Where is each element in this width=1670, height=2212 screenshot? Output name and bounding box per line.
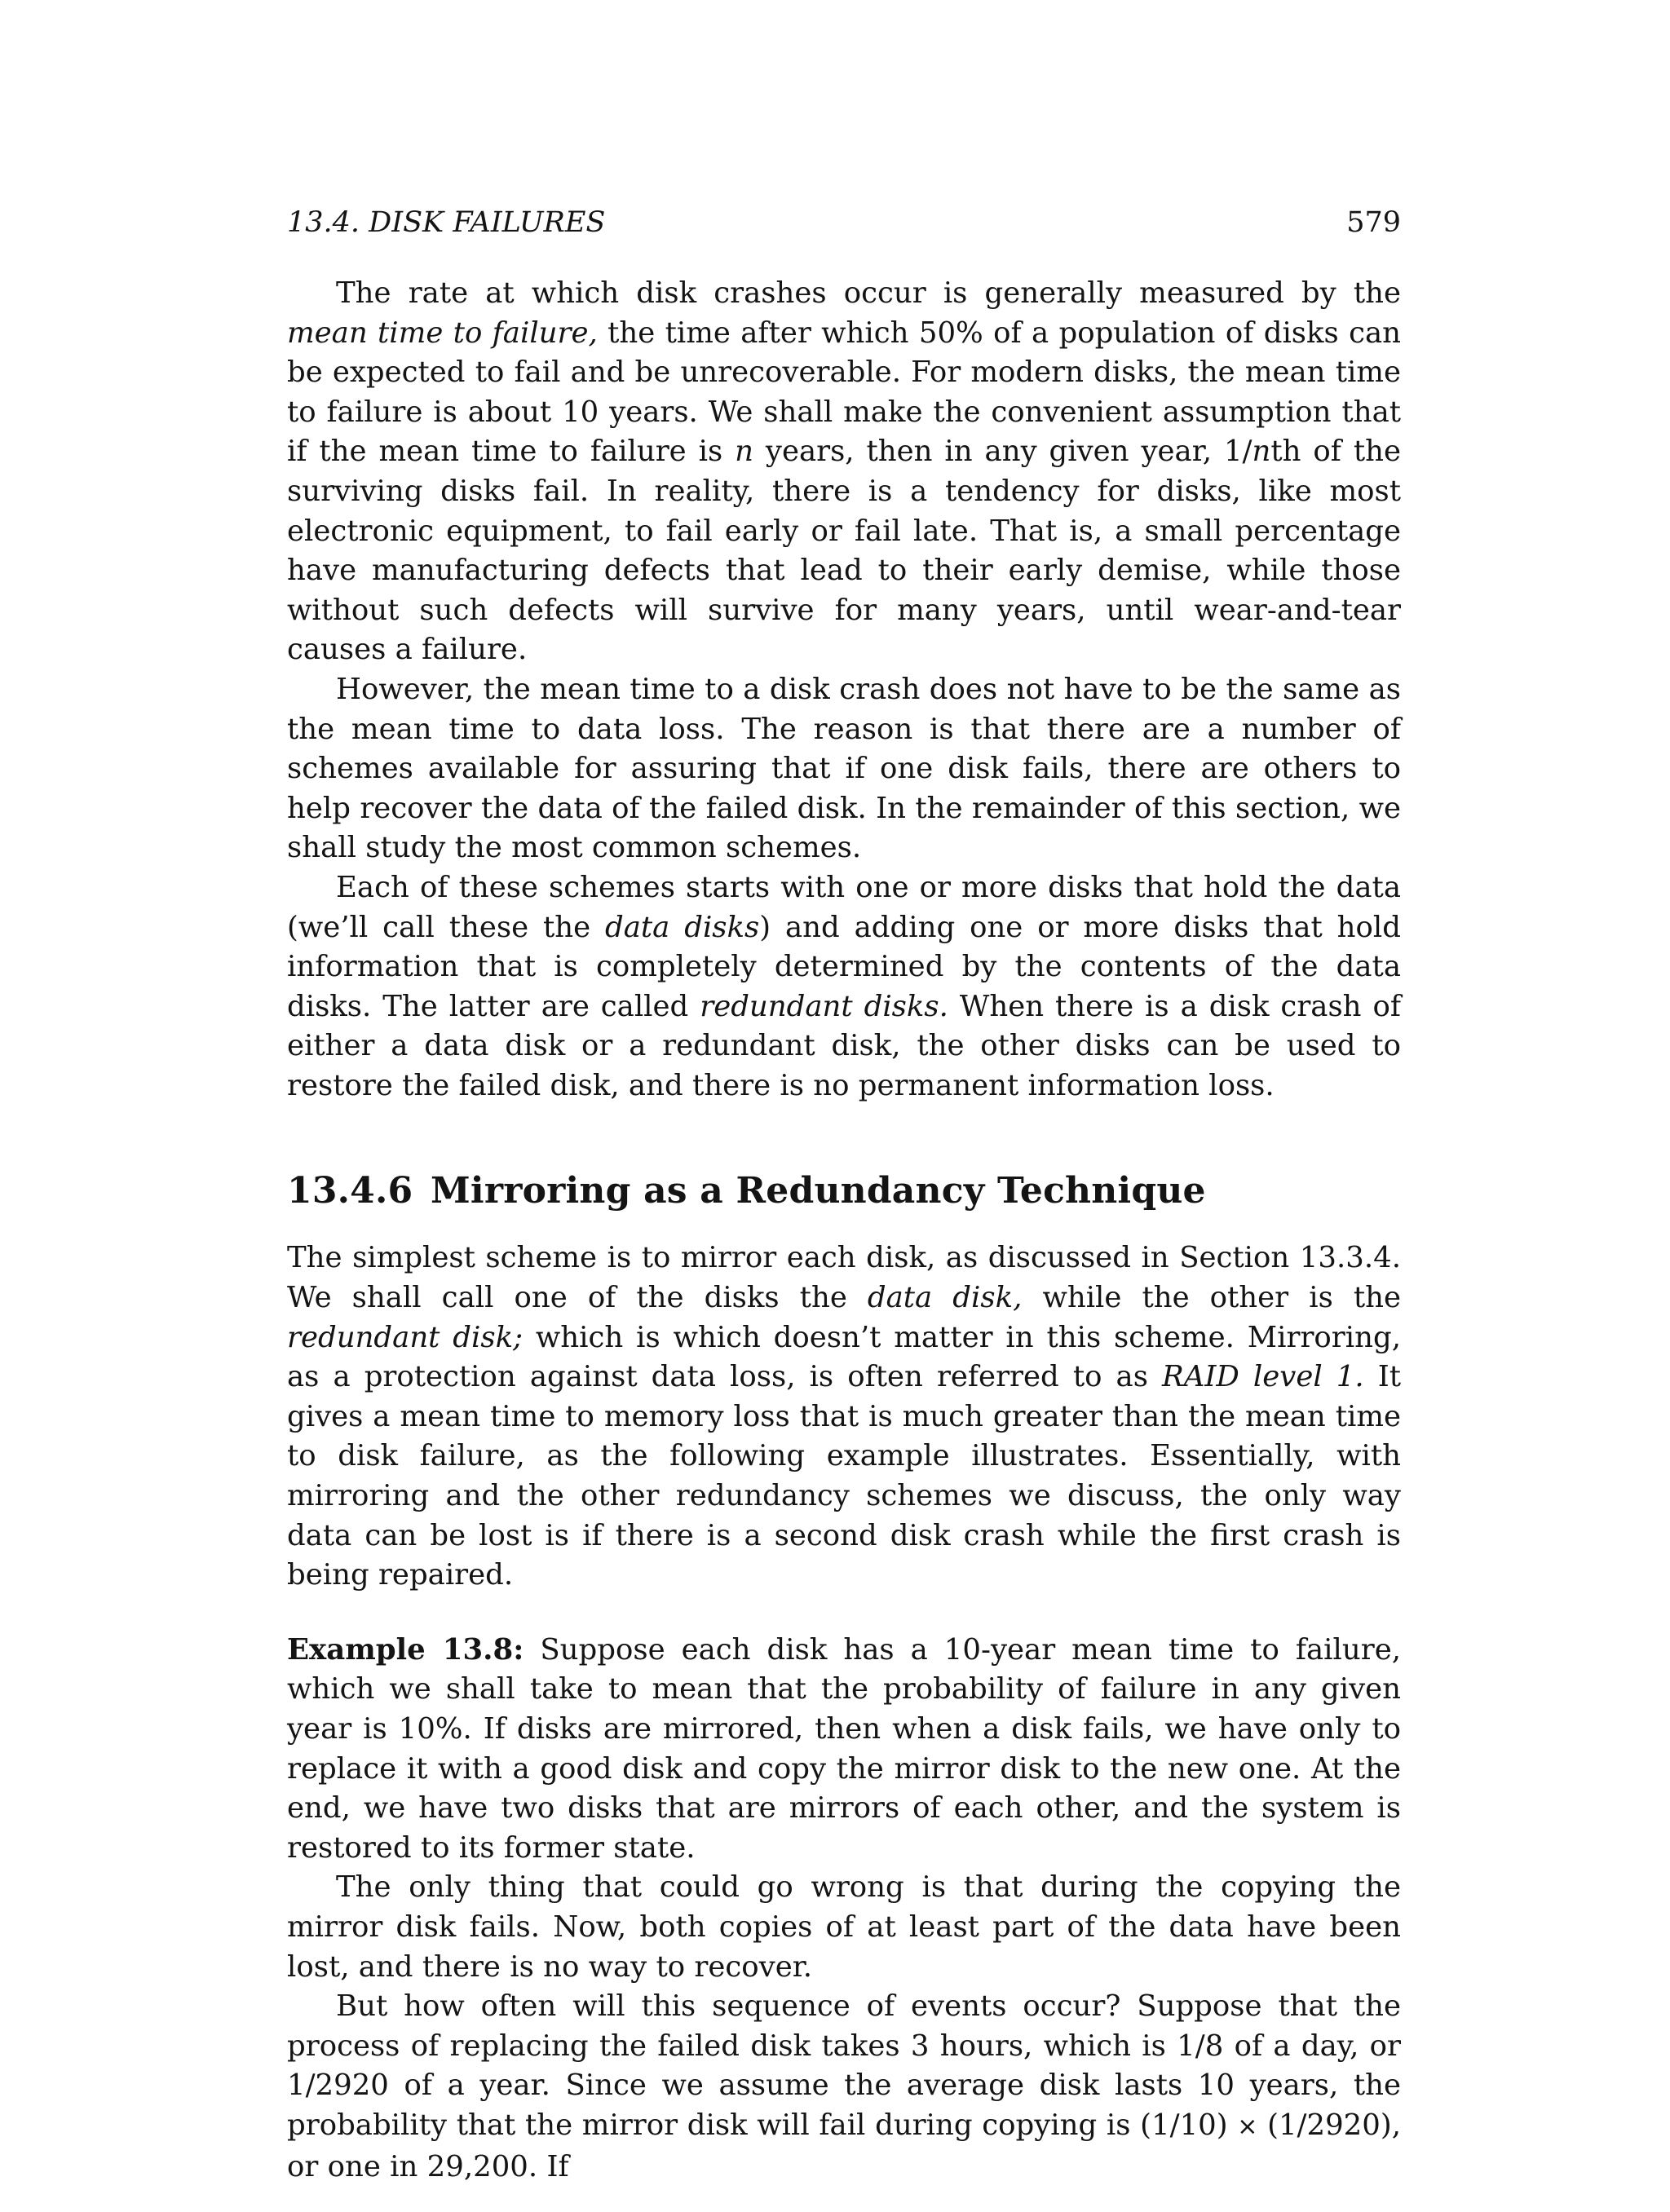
page-body — [287, 274, 1401, 2187]
term-redundant-disk: redundant disk; — [287, 1320, 524, 1354]
section-heading — [287, 1165, 1401, 1217]
math-n: n — [1252, 435, 1271, 469]
example-13-8 — [287, 1631, 1401, 1869]
spacer — [287, 1217, 1401, 1238]
text-run: The simplest scheme is to mirror each disk, as discussed in Section 13.3.4. We shall call one of the disks the — [287, 1241, 1401, 1315]
text-run: (1/2920), or one in 29,200. If — [287, 2108, 1401, 2183]
page-number: 579 — [1346, 206, 1401, 239]
text-run: It gives a mean time to memory loss that is much greater than the mean time to disk failure, as the following example illustrates. Essentially, with mirroring and the other redundancy schemes we discuss, the only way data can be lost is if there is a second disk crash while the first crash is being repaired. — [287, 1360, 1402, 1592]
text-run: years, then in any given year, 1/ — [753, 435, 1252, 469]
spacer — [287, 1596, 1401, 1631]
text-run: When there is a disk crash of either a data disk or a redundant disk, the other disks can be used to restore the failed disk, and there is no permanent information loss. — [287, 989, 1401, 1102]
paragraph-probability — [287, 1987, 1401, 2187]
text-run: But how often will this sequence of events occur? Suppose that the process of replacing the failed disk takes 3 hours, which is 1/8 of a day, or 1/2920 of a year. Since we assume the average disk lasts 10 years, the probability that the mirror disk will fail during copying is (1/10) — [287, 1989, 1401, 2142]
section-number: 13.4.6 — [287, 1170, 413, 1212]
text-run: which is which doesn’t matter in this scheme. Mirroring, as a protection against data loss, is often referred to as — [287, 1320, 1401, 1394]
page-header — [287, 201, 1401, 244]
term-raid-level-1: RAID level 1. — [1161, 1360, 1364, 1394]
text-run: ) and adding one or more disks that hold information that is completely determined by the contents of the data disks. The latter are called — [287, 910, 1401, 1023]
text-run: th of the surviving disks fail. In reality, there is a tendency for disks, like most electronic equipment, to fail early or fail late. That is, a small percentage have manufacturing defects that lead to their early demise, while those without such defects will survive for many years, until wear-and-tear causes a failure. — [287, 435, 1401, 667]
text-run: The rate at which disk crashes occur is generally measured by the — [336, 276, 1401, 310]
term-data-disks: data disks — [605, 910, 760, 944]
term-redundant-disks: redundant disks. — [700, 989, 948, 1023]
example-label: Example 13.8: — [287, 1632, 524, 1667]
text-run: the time after which 50% of a population of disks can be expected to fail and be unrecoverable. For modern disks, the mean time to failure is about 10 years. We shall make the convenient assumption that if the mean time to failure is — [287, 316, 1402, 469]
text-run: while the other is the — [1022, 1281, 1401, 1315]
paragraph-mean-time-to-failure — [287, 274, 1401, 670]
times-symbol: × — [1237, 2112, 1258, 2141]
text-run: Suppose each disk has a 10-year mean time to failure, which we shall take to mean that the probability of failure in any given year is 10%. If disks are mirrored, then when a disk fails, we have only to replace it with a good disk and copy the mirror disk to the new one. At the end, we have two disks that are mirrors of each other, and the system is restored to its former state. — [287, 1632, 1401, 1865]
paragraph-data-loss: However, the mean time to a disk crash does not have to be the same as the mean time to data loss. The reason is that there are a number of schemes available for assuring that if one disk fails, there are others to help recover the data of the failed disk. In the remainder of this section, we shall study the most common schemes. — [287, 672, 1401, 865]
math-n: n — [735, 435, 753, 469]
section-title: Mirroring as a Redundancy Technique — [431, 1170, 1206, 1212]
running-head: 13.4. DISK FAILURES — [287, 206, 606, 239]
term-mean-time-to-failure: mean time to failure, — [287, 316, 598, 350]
term-data-disk: data disk, — [867, 1281, 1023, 1315]
paragraph-mirror-fails: The only thing that could go wrong is that during the copying the mirror disk fails. Now, both copies of at least part of the data have been lost, and there is no way to recover. — [287, 1870, 1401, 1984]
paragraph-redundant-disks — [287, 868, 1401, 1106]
paragraph-mirroring — [287, 1238, 1401, 1595]
spacer — [287, 1106, 1401, 1165]
text-run: Each of these schemes starts with one or more disks that hold the data (we’ll call these the — [287, 870, 1401, 944]
